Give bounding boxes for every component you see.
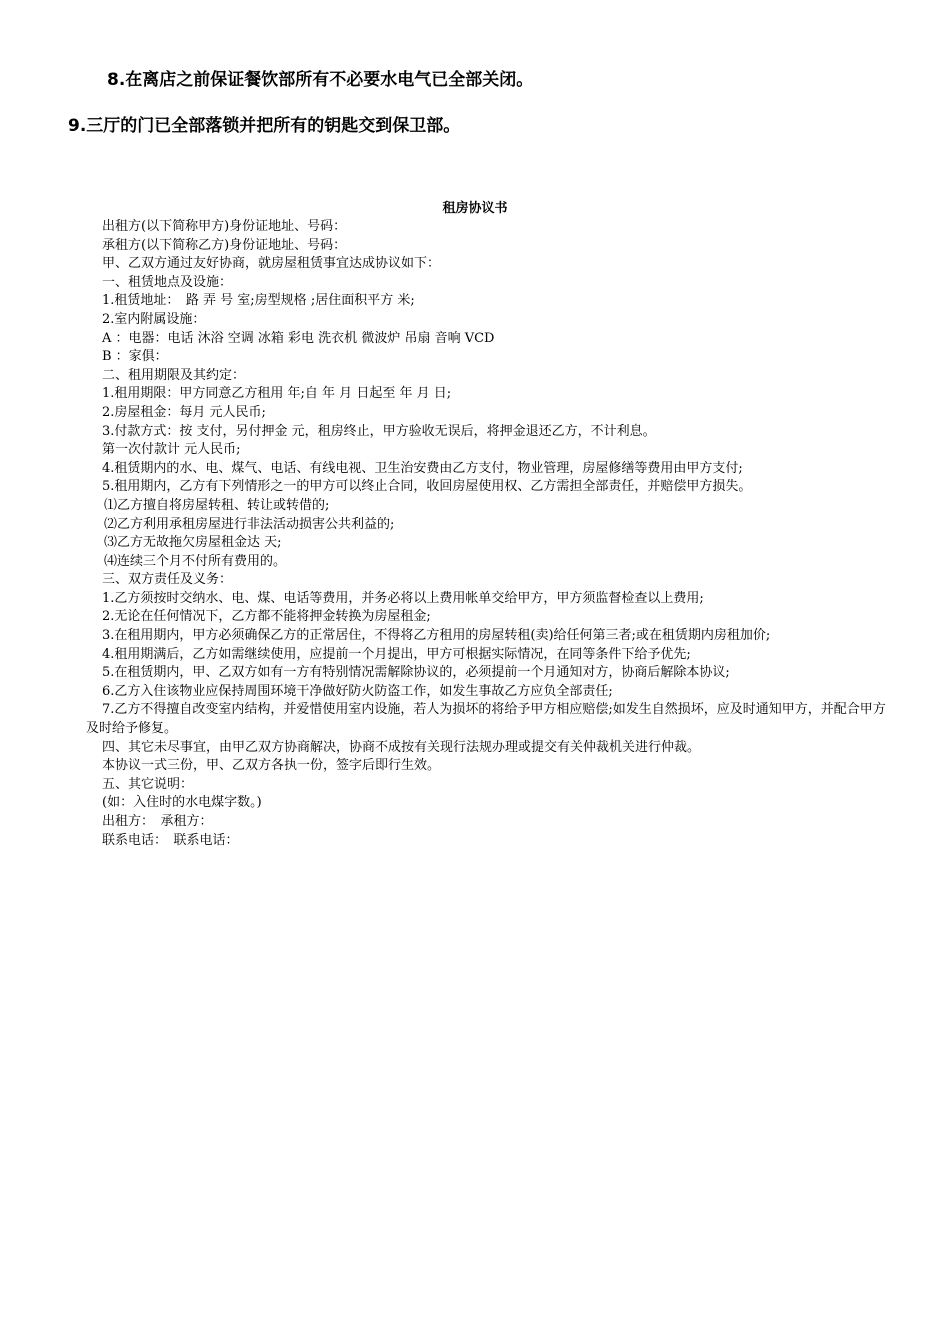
paragraph: ⑷连续三个月不付所有费用的。	[104, 553, 287, 569]
checklist-item-9: 9.三厅的门已全部落锁并把所有的钥匙交到保卫部。	[68, 116, 461, 136]
paragraph: 2.室内附属设施：	[102, 311, 206, 327]
section-heading: 二、租用期限及其约定：	[102, 367, 246, 383]
section-heading: 三、双方责任及义务：	[102, 572, 233, 588]
paragraph: 出租方(以下简称甲方)身份证地址、号码：	[102, 219, 347, 234]
paragraph: 6.乙方入住该物业应保持周围环境干净做好防火防盗工作，如发生事故乙方应负全部责任;	[102, 683, 613, 699]
paragraph: ⑶乙方无故拖欠房屋租金达 天;	[104, 535, 282, 551]
paragraph: ⑴乙方擅自将房屋转租、转让或转借的;	[104, 497, 330, 513]
paragraph: 承租方(以下简称乙方)身份证地址、号码：	[102, 237, 347, 253]
paragraph: 甲、乙双方通过友好协商，就房屋租赁事宜达成协议如下：	[102, 256, 441, 272]
section-heading: 一、租赁地点及设施：	[102, 274, 233, 290]
paragraph: 3.在租用期内，甲方必须确保乙方的正常居住，不得将乙方租用的房屋转租(卖)给任何第三者;或在租赁期内房租加价;	[102, 628, 771, 644]
paragraph: (如：入住时的水电煤字数。)	[102, 795, 262, 811]
signature-line: 出租方： 承租方：	[102, 814, 213, 829]
paragraph: 2.无论在任何情况下，乙方都不能将押金转换为房屋租金;	[102, 609, 431, 625]
paragraph: 4.租赁期内的水、电、煤气、电话、有线电视、卫生治安费由乙方支付，物业管理，房屋修缮等费用由甲方支付;	[102, 460, 743, 476]
agreement-body	[86, 218, 886, 850]
paragraph: A ：电器：电话 沐浴 空调 冰箱 彩电 洗衣机 微波炉 吊扇 音响 VCD	[102, 330, 495, 346]
agreement-title: 租房协议书	[442, 201, 508, 216]
contact-line: 联系电话： 联系电话：	[102, 832, 239, 848]
paragraph: 4.租用期满后，乙方如需继续使用，应提前一个月提出，甲方可根据实际情况，在同等条件下给予优先;	[102, 646, 691, 662]
paragraph: 1.租赁地址： 路 弄 号 室;房型规格 ;居住面积平方 米;	[102, 293, 415, 309]
paragraph: 本协议一式三份，甲、乙双方各执一份，签字后即行生效。	[102, 758, 441, 774]
paragraph: 1.租用期限：甲方同意乙方租用 年;自 年 月 日起至 年 月 日;	[102, 386, 452, 402]
paragraph: 5.在租赁期内，甲、乙双方如有一方有特别情况需解除协议的，必须提前一个月通知对方，协商后解除本协议;	[102, 665, 730, 681]
paragraph: 第一次付款计 元人民币;	[102, 442, 241, 458]
section-heading: 四、其它未尽事宜，由甲乙双方协商解决，协商不成按有关现行法规办理或提交有关仲裁机关进行仲裁。	[102, 739, 701, 755]
paragraph: ⑵乙方利用承租房屋进行非法活动损害公共利益的;	[104, 516, 395, 532]
paragraph: 7.乙方不得擅自改变室内结构，并爱惜使用室内设施，若人为损坏的将给予甲方相应赔偿;如发生自然损坏，应及时通知甲方，并配合甲方及时给予修复。	[86, 702, 886, 737]
paragraph: 1.乙方须按时交纳水、电、煤、电话等费用，并务必将以上费用帐单交给甲方，甲方须监督检查以上费用;	[102, 590, 704, 606]
paragraph: B ：家俱：	[102, 349, 168, 365]
checklist-item-8: 8.在离店之前保证餐饮部所有不必要水电气已全部关闭。	[107, 70, 534, 90]
section-heading: 五、其它说明：	[102, 776, 194, 792]
paragraph: 3.付款方式：按 支付，另付押金 元，租房终止，甲方验收无误后，将押金退还乙方，不计利息。	[102, 423, 656, 439]
paragraph: 2.房屋租金：每月 元人民币;	[102, 404, 266, 420]
paragraph: 5.租用期内，乙方有下列情形之一的甲方可以终止合同，收回房屋使用权、乙方需担全部责任，并赔偿甲方损失。	[102, 479, 752, 495]
